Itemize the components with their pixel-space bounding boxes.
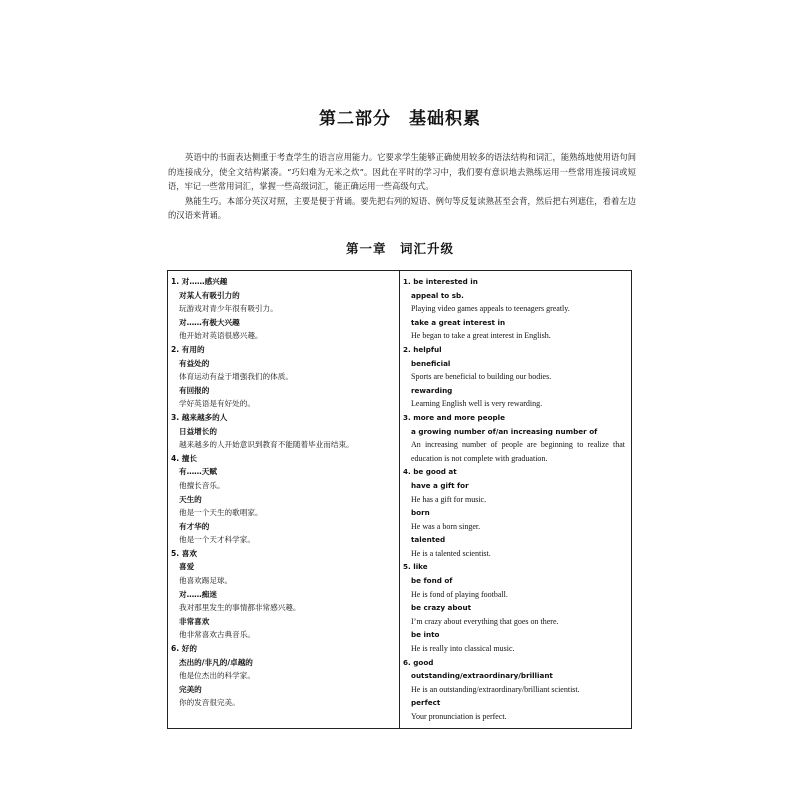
- example-sentence: He has a gift for music.: [411, 494, 487, 504]
- example-sentence: 他喜欢踢足球。: [179, 576, 233, 586]
- example-sentence: He is really into classical music.: [411, 644, 515, 654]
- english-column: [400, 271, 631, 728]
- example-sentence: 他是一个天才科学家。: [179, 535, 255, 545]
- example-sentence: Sports are beneficial to building our bodies.: [411, 372, 552, 382]
- intro-paragraph: 英语中的书面表达侧重于考查学生的语言应用能力。它要求学生能够正确使用较多的语法结构和词汇，能熟练地使用语句间的连接成分，使全文结构紧凑。“巧妇难为无米之炊”。因此在平时的学习中，我们要有意识地去熟练运用一些常用连接词或短语，牢记一些常用词汇，掌握一些高级词汇，能正确运用一些高级句式。: [168, 152, 636, 192]
- intro-text: [168, 150, 636, 223]
- phrase: 对……痴迷: [179, 589, 217, 599]
- phrase: perfect: [411, 698, 441, 708]
- phrase: appeal to sb.: [411, 290, 464, 300]
- example-sentence: 学好英语是有好处的。: [179, 399, 255, 409]
- entry-heading: 5. like: [403, 562, 428, 572]
- chapter-title: 第一章 词汇升级: [345, 241, 454, 256]
- example-sentence: Your pronunciation is perfect.: [411, 712, 507, 721]
- phrase: 喜爱: [179, 562, 195, 572]
- entry-heading: 6. good: [403, 657, 434, 667]
- vocabulary-table: [167, 270, 632, 729]
- example-sentence: 越来越多的人开始意识到教育不能随着毕业而结束。: [179, 440, 354, 450]
- entry-heading: 3. more and more people: [403, 412, 505, 422]
- example-sentence: Learning English well is very rewarding.: [411, 399, 543, 409]
- example-sentence: 他开始对英语很感兴趣。: [179, 331, 263, 341]
- part-title: 第二部分 基础积累: [319, 109, 481, 129]
- example-sentence: He began to take a great interest in English.: [411, 331, 551, 341]
- entry-heading: 2. helpful: [403, 344, 442, 354]
- example-sentence: 他是位杰出的科学家。: [179, 671, 255, 681]
- phrase: be into: [411, 630, 440, 640]
- phrase: born: [411, 508, 430, 518]
- phrase: beneficial: [411, 358, 451, 368]
- phrase: be fond of: [411, 576, 453, 586]
- entry-heading: 1. 对……感兴趣: [171, 277, 228, 286]
- entry-heading: 5. 喜欢: [171, 548, 197, 558]
- phrase: 非常喜欢: [179, 616, 210, 626]
- phrase: rewarding: [411, 385, 453, 395]
- entry-heading: 6. 好的: [171, 644, 197, 654]
- entry-heading: 2. 有用的: [171, 344, 205, 354]
- phrase: 有益处的: [179, 358, 210, 368]
- intro-paragraph: 熟能生巧。本部分英汉对照，主要是便于背诵。要先把右列的短语、例句等反复读熟甚至会背，然后把右列遮住，看着左边的汉语来背诵。: [168, 195, 636, 221]
- example-sentence: 我对那里发生的事情都非常感兴趣。: [179, 603, 301, 613]
- entry-heading: 4. be good at: [403, 467, 457, 477]
- phrase: 完美的: [179, 684, 202, 694]
- phrase: talented: [411, 535, 446, 545]
- example-sentence: He is an outstanding/extraordinary/brilliant scientist.: [411, 684, 580, 694]
- phrase: be crazy about: [411, 603, 472, 613]
- example-sentence: 他非常喜欢古典音乐。: [179, 630, 255, 640]
- phrase: 有回报的: [179, 385, 210, 395]
- chinese-column: [168, 271, 400, 728]
- example-sentence: 玩游戏对青少年很有吸引力。: [179, 304, 278, 314]
- phrase: a growing number of/an increasing number of: [411, 426, 598, 436]
- phrase: 对……有极大兴趣: [179, 317, 240, 327]
- example-sentence: He is a talented scientist.: [411, 548, 491, 558]
- phrase: 有……天赋: [179, 467, 217, 477]
- example-sentence: 你的发音很完美。: [179, 698, 240, 708]
- example-sentence: Playing video games appeals to teenagers greatly.: [411, 304, 570, 314]
- phrase: 日益增长的: [179, 426, 217, 436]
- phrase: have a gift for: [411, 480, 469, 490]
- entry-heading: 1. be interested in: [403, 277, 478, 286]
- example-sentence: He is fond of playing football.: [411, 589, 508, 599]
- phrase: 对某人有吸引力的: [179, 290, 240, 300]
- phrase: outstanding/extraordinary/brilliant: [411, 671, 553, 681]
- phrase: take a great interest in: [411, 317, 506, 327]
- phrase: 天生的: [179, 494, 202, 504]
- phrase: 杰出的/非凡的/卓越的: [179, 657, 253, 667]
- entry-heading: 4. 擅长: [171, 453, 197, 463]
- example-sentence: He was a born singer.: [411, 521, 481, 531]
- example-sentence: An increasing number of people are beginning to realize that education is not complete with graduation.: [411, 440, 625, 463]
- example-sentence: 体育运动有益于增强我们的体质。: [179, 372, 293, 382]
- example-sentence: I’m crazy about everything that goes on there.: [411, 616, 559, 626]
- entry-heading: 3. 越来越多的人: [171, 412, 228, 422]
- example-sentence: 他擅长音乐。: [179, 480, 225, 490]
- phrase: 有才华的: [179, 521, 210, 531]
- example-sentence: 他是一个天生的歌唱家。: [179, 508, 263, 518]
